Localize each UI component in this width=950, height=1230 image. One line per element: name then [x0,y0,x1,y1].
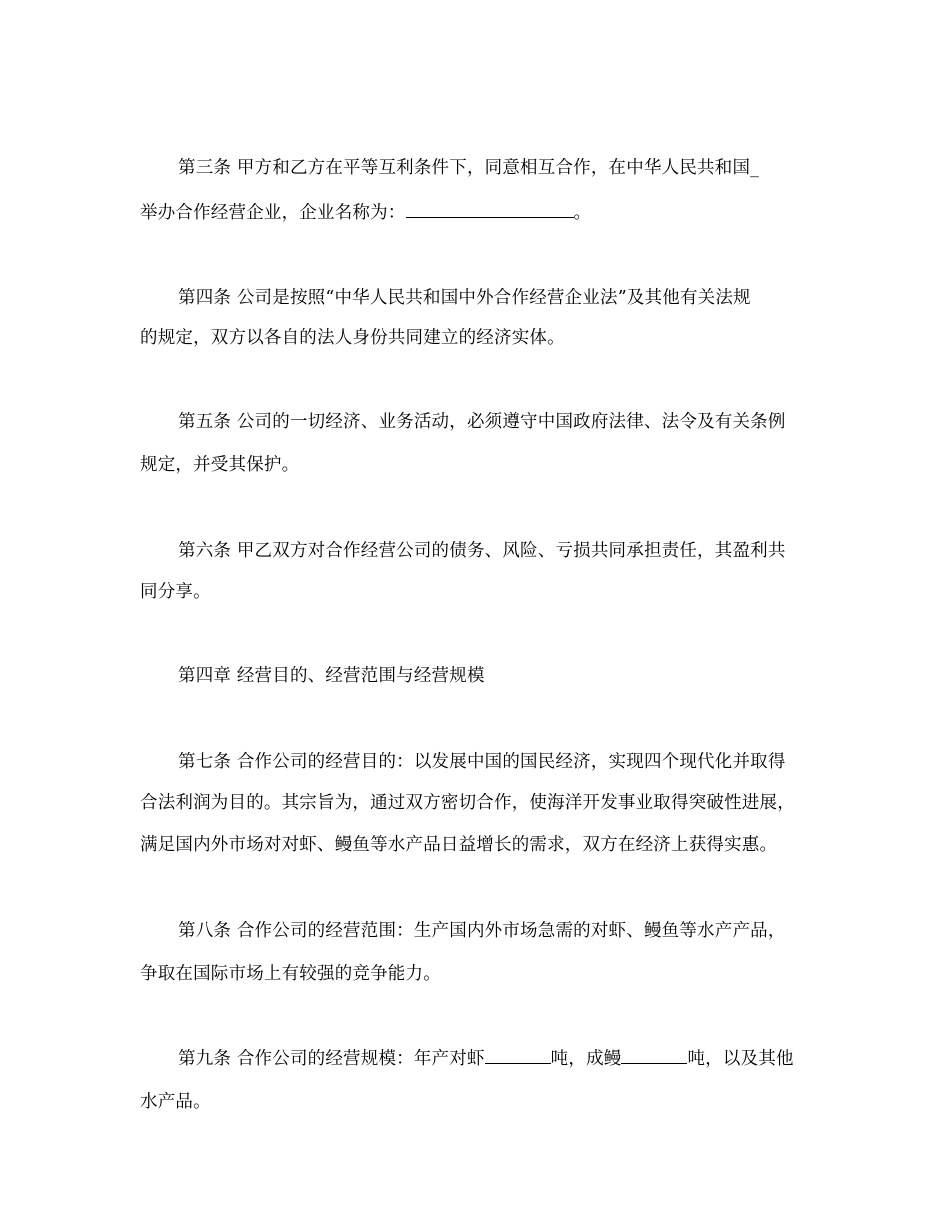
article-9-part-2: 吨，成鳗 [550,1049,622,1069]
article-7-line-3: 满足国内外市场对对虾、鳗鱼等水产品日益增长的需求，双方在经济上获得实惠。 [140,835,778,855]
article-3-line-1: 第三条 甲方和乙方在平等互利条件下，同意相互合作，在中华人民共和国_ [178,158,760,178]
article-5-line-2: 规定，并受其保护。 [140,455,300,475]
article-9-line-2: 水产品。 [140,1092,211,1112]
article-7-line-1: 第七条 合作公司的经营目的：以发展中国的国民经济，实现四个现代化并取得 [178,752,786,772]
article-4-line-1: 第四条 公司是按照“中华人民共和国中外合作经营企业法”及其他有关法规 [178,288,751,308]
article-7-line-2: 合法利润为目的。其宗旨为，通过双方密切合作，使海洋开发事业取得突破性进展， [140,793,795,813]
eel-tonnage-blank[interactable] [621,1046,687,1064]
article-6-line-1: 第六条 甲乙双方对合作经营公司的债务、风险、亏损共同承担责任，其盈利共 [178,541,786,561]
company-name-blank[interactable] [406,200,574,218]
article-9-line-1 [178,1046,820,1071]
article-9-part-1: 第九条 合作公司的经营规模：年产对虾 [178,1049,485,1069]
article-3-line-2 [140,200,820,225]
article-8-line-2: 争取在国际市场上有较强的竞争能力。 [140,964,441,984]
article-6-line-2: 同分享。 [140,582,211,602]
article-4-line-2: 的规定，双方以各自的法人身份共同建立的经济实体。 [140,328,565,348]
article-5-line-1: 第五条 公司的一切经济、业务活动，必须遵守中国政府法律、法令及有关条例 [178,412,786,432]
article-3-tail: 。 [573,203,592,223]
chapter-4-heading: 第四章 经营目的、经营范围与经营规模 [178,666,485,686]
article-8-line-1: 第八条 合作公司的经营范围：生产国内外市场急需的对虾、鳗鱼等水产产品， [178,921,786,941]
shrimp-tonnage-blank[interactable] [485,1046,551,1064]
article-3-line-2-text: 举办合作经营企业，企业名称为： [140,203,406,223]
article-9-part-3: 吨，以及其他 [687,1049,794,1069]
